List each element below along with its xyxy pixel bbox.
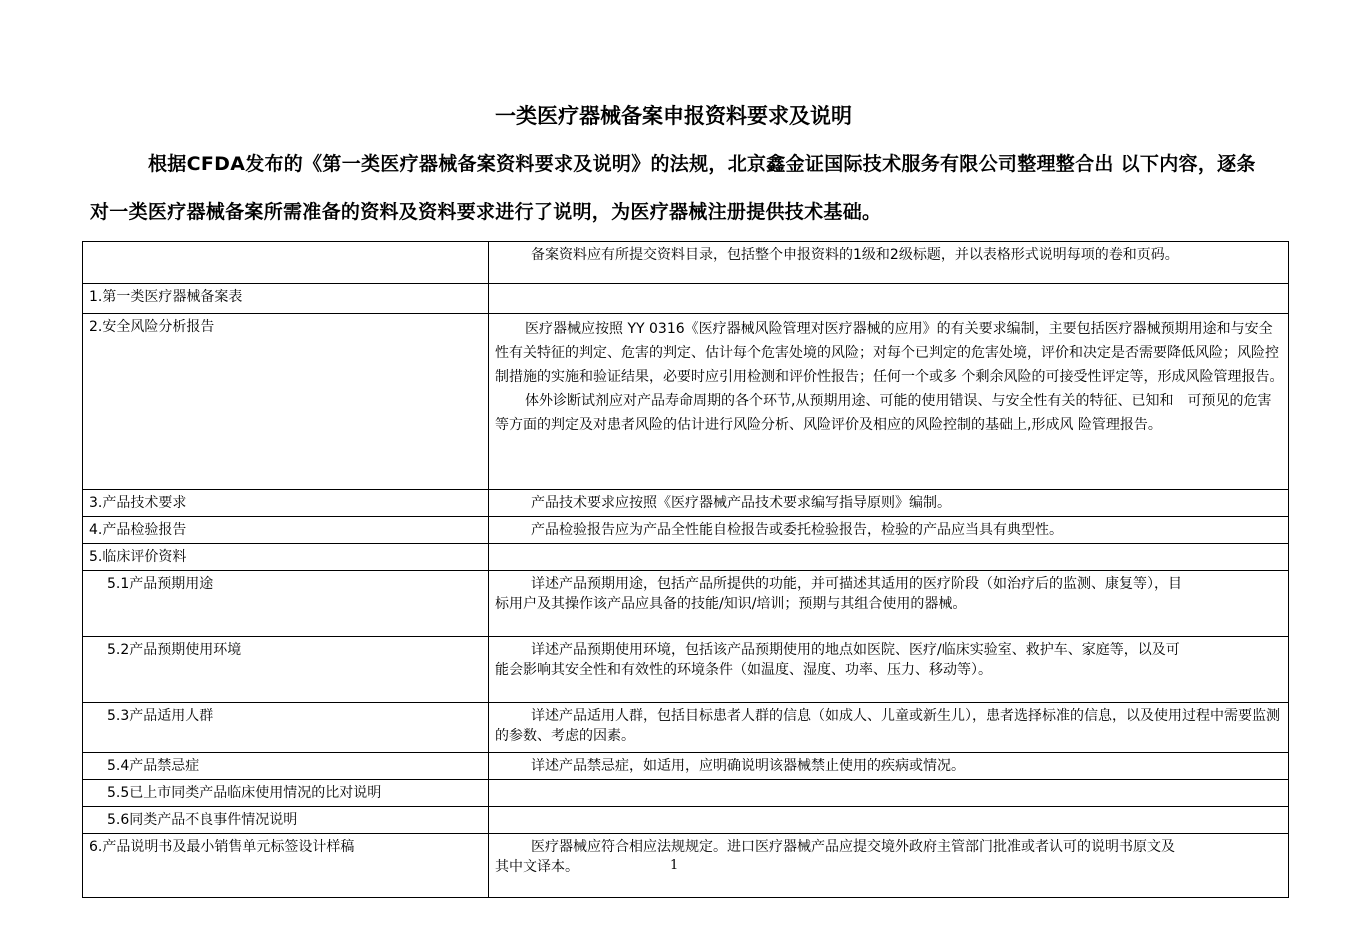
table-row — [83, 490, 1289, 517]
intro-paragraph: 根据CFDA发布的《第一类医疗器械备案资料要求及说明》的法规，北京鑫金证国际技术服务有限公司整理整合出 以下内容，逐条对一类医疗器械备案所需准备的资料及资料要求进行了说明，为医疗器械注册提供技术基础。 — [90, 153, 1256, 223]
item-cell — [83, 242, 489, 284]
desc-text: 能会影响其安全性和有效性的环境条件（如温度、湿度、功率、压力、移动等）。 — [495, 662, 992, 678]
table-row — [83, 703, 1289, 753]
desc-cell — [489, 753, 1289, 780]
table-row — [83, 807, 1289, 834]
desc-cell — [489, 571, 1289, 637]
desc-cell — [489, 284, 1289, 314]
table-row — [83, 544, 1289, 571]
table-row — [83, 637, 1289, 703]
requirements-table — [82, 241, 1289, 898]
table-row — [83, 571, 1289, 637]
table-row — [83, 780, 1289, 807]
desc-cell — [489, 544, 1289, 571]
desc-cell — [489, 517, 1289, 544]
desc-cell — [489, 807, 1289, 834]
desc-text: 备案资料应有所提交资料目录，包括整个申报资料的1级和2级标题，并以表格形式说明每项的卷和页码。 — [531, 247, 1179, 263]
desc-text: 标用户及其操作该产品应具备的技能/知识/培训；预期与其组合使用的器械。 — [495, 596, 967, 612]
desc-text: 产品检验报告应为产品全性能自检报告或委托检验报告，检验的产品应当具有典型性。 — [531, 522, 1063, 538]
item-cell: 5.6同类产品不良事件情况说明 — [83, 807, 489, 834]
desc-cell — [489, 834, 1289, 898]
table-row — [83, 242, 1289, 284]
desc-cell — [489, 780, 1289, 807]
item-cell: 5.4产品禁忌症 — [83, 753, 489, 780]
desc-text: 详述产品预期用途，包括产品所提供的功能，并可描述其适用的医疗阶段（如治疗后的监测、康复等），目 — [531, 576, 1182, 592]
desc-text: 医疗器械应符合相应法规规定。进口医疗器械产品应提交境外政府主管部门批准或者认可的说明书原文及 — [531, 839, 1175, 855]
document-title: 一类医疗器械备案申报资料要求及说明 — [495, 104, 852, 128]
item-cell: 3.产品技术要求 — [83, 490, 489, 517]
item-cell: 5.3产品适用人群 — [83, 703, 489, 753]
table-row — [83, 284, 1289, 314]
item-cell: 6.产品说明书及最小销售单元标签设计样稿 — [83, 834, 489, 898]
desc-text: 医疗器械应按照 YY 0316《医疗器械风险管理对医疗器械的应用》的有关要求编制，主要包括医疗器械预期用途和与安全性有关特征的判定、危害的判定、估计每个危害处境的风险；对每个已判定的危害处境，评价和决定是否需要降低风险；风险控制措施的实施和验证结果，必要时应引用检测和评价性报告；任何一个或多 个剩余风险的可接受性评定等，形成风险管理报告。 — [495, 321, 1284, 385]
item-cell: 5.1产品预期用途 — [83, 571, 489, 637]
desc-cell — [489, 490, 1289, 517]
item-cell: 4.产品检验报告 — [83, 517, 489, 544]
item-cell: 2.安全风险分析报告 — [83, 314, 489, 490]
desc-text: 详述产品禁忌症，如适用，应明确说明该器械禁止使用的疾病或情况。 — [531, 758, 965, 774]
desc-text: 产品技术要求应按照《医疗器械产品技术要求编写指导原则》编制。 — [531, 495, 951, 511]
desc-cell — [489, 703, 1289, 753]
table-row — [83, 834, 1289, 898]
item-cell: 5.临床评价资料 — [83, 544, 489, 571]
item-cell: 1.第一类医疗器械备案表 — [83, 284, 489, 314]
item-cell: 5.5已上市同类产品临床使用情况的比对说明 — [83, 780, 489, 807]
table-row — [83, 314, 1289, 490]
table-row — [83, 753, 1289, 780]
desc-text: 体外诊断试剂应对产品寿命周期的各个环节,从预期用途、可能的使用错误、与安全性有关的特征、已知和 可预见的危害等方面的判定及对患者风险的估计进行风险分析、风险评价及相应的风险控制的基础上,形成风 险管理报告。 — [495, 393, 1272, 433]
desc-cell — [489, 637, 1289, 703]
desc-cell — [489, 242, 1289, 284]
desc-text: 其中文译本。 — [495, 859, 579, 875]
desc-cell — [489, 314, 1289, 490]
table-row — [83, 517, 1289, 544]
page-number: 1 — [670, 858, 679, 873]
item-cell: 5.2产品预期使用环境 — [83, 637, 489, 703]
desc-text: 详述产品适用人群，包括目标患者人群的信息（如成人、儿童或新生儿），患者选择标准的信息，以及使用过程中需要监测的参数、考虑的因素。 — [495, 708, 1280, 744]
desc-text: 详述产品预期使用环境，包括该产品预期使用的地点如医院、医疗/临床实验室、救护车、家庭等，以及可 — [531, 642, 1180, 658]
